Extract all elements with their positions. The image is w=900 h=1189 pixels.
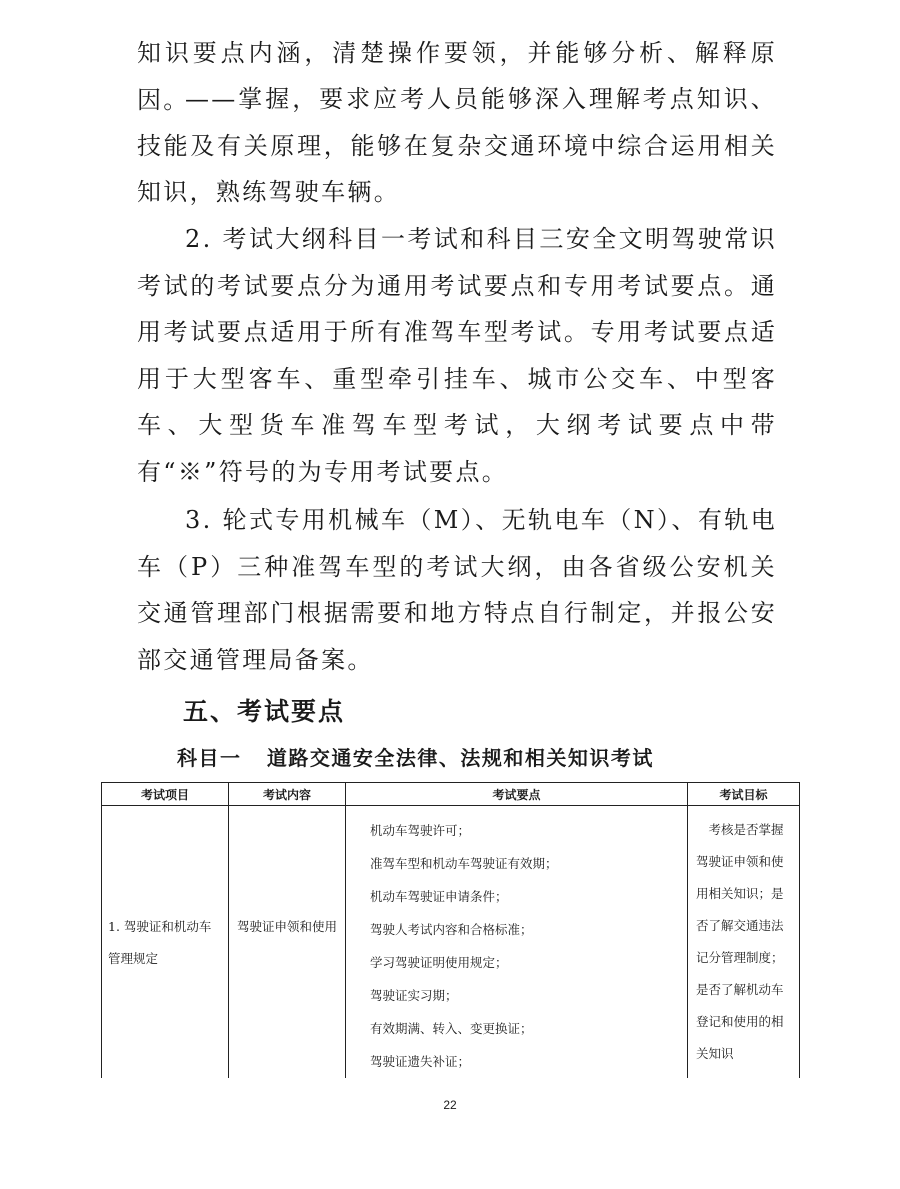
section-heading: 五、考试要点 (183, 697, 346, 726)
paragraph-3: 2. 考试大纲科目一考试和科目三安全文明驾驶常识考试的考试要点分为通用考试要点和专用考试要点。通用考试要点适用于所有准驾车型考试。专用考试要点适用于大型客车、重型牵引挂车、城市公交车、中型客车、大型货车准驾车型考试，大纲考试要点中带有“※”符号的为专用考试要点。 (137, 225, 777, 486)
exam-content-cell (229, 806, 346, 1079)
exam-item-text: 1. 驾驶证和机动车管理规定 (108, 919, 212, 966)
header-exam-content: 考试内容 (229, 783, 346, 806)
exam-points-cell (346, 806, 688, 1079)
list-item: 驾驶人考试内容和合格标准； (370, 922, 533, 937)
list-item: 有效期满、转入、变更换证； (370, 1021, 533, 1036)
list-item: 驾驶证遗失补证； (370, 1054, 471, 1069)
list-item: 准驾车型和机动车驾驶证有效期； (370, 856, 558, 871)
paragraph-2: ——掌握，要求应考人员能够深入理解考点知识、技能及有关原理，能够在复杂交通环境中综合运用相关知识，熟练驾驶车辆。 (137, 85, 777, 206)
list-item: 驾驶证实习期； (370, 988, 458, 1003)
table-row (102, 806, 800, 1079)
exam-points-list (346, 806, 687, 1078)
page-number: 22 (443, 1098, 457, 1112)
exam-content-text: 驾驶证申领和使用 (237, 919, 338, 934)
table-header-row (102, 783, 800, 806)
list-item: 学习驾驶证明使用规定； (370, 955, 508, 970)
subject-heading: 科目一 道路交通安全法律、法规和相关知识考试 (177, 746, 654, 770)
list-item: 机动车驾驶证申请条件； (370, 889, 508, 904)
exam-goal-cell (688, 806, 800, 1079)
header-exam-points: 考试要点 (346, 783, 688, 806)
list-item: 机动车驾驶许可； (370, 823, 471, 838)
exam-item-cell (102, 806, 229, 1079)
exam-points-table (101, 782, 800, 1078)
exam-goal-text: 考核是否掌握驾驶证申领和使用相关知识；是否了解交通违法记分管理制度；是否了解机动车登记和使用的相关知识 (696, 822, 784, 1061)
header-exam-item: 考试项目 (102, 783, 229, 806)
paragraph-1: 知识要点内涵，清楚操作要领，并能够分析、解释原因。 (137, 39, 777, 114)
header-exam-goal: 考试目标 (688, 783, 800, 806)
paragraph-4: 3. 轮式专用机械车（M）、无轨电车（N）、有轨电车（P）三种准驾车型的考试大纲，由各省级公安机关交通管理部门根据需要和地方特点自行制定，并报公安部交通管理局备案。 (137, 506, 777, 674)
